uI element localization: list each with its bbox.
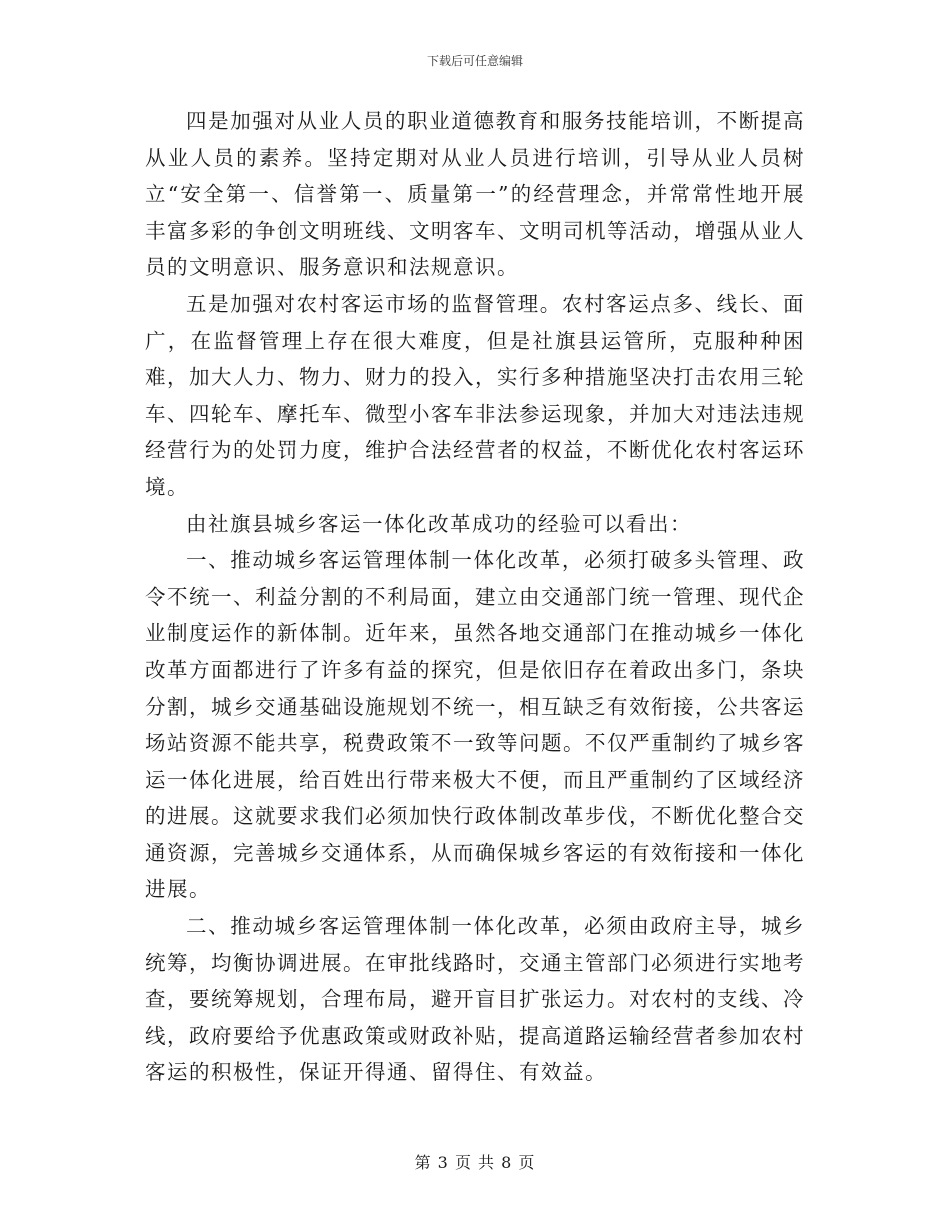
paragraph-experience-intro: 由社旗县城乡客运一体化改革成功的经验可以看出： [186,511,692,536]
paragraph-lesson-2: 二、推动城乡客运管理体制一体化改革，必须由政府主导，城乡统筹，均衡协调进展。在审批线路时，交通主管部门必须进行实地考查，要统筹规划，合理布局，避开盲目扩张运力。对农村的支线、冷线，政府要给予优惠政策或财政补贴，提高道路运输经营者参加农村客运的积极性，保证开得通、留得住、有效益。 [145,914,805,1085]
page-number-footer: 第 3 页 共 8 页 [414,1153,536,1172]
paragraph-4-ethics-training: 四是加强对从业人员的职业道德教育和服务技能培训，不断提高从业人员的素养。坚持定期对从业人员进行培训，引导从业人员树立“安全第一、信誉第一、质量第一”的经营理念，并常常性地开展丰富多彩的争创文明班线、文明客车、文明司机等活动，增强从业人员的文明意识、服务意识和法规意识。 [145,109,805,280]
paragraph-lesson-1: 一、推动城乡客运管理体制一体化改革，必须打破多头管理、政令不统一、利益分割的不利局面，建立由交通部门统一管理、现代企业制度运作的新体制。近年来，虽然各地交通部门在推动城乡一体化改革方面都进行了许多有益的探究，但是依旧存在着政出多门，条块分割，城乡交通基础设施规划不统一，相互缺乏有效衔接，公共客运场站资源不能共享，税费政策不一致等问题。不仅严重制约了城乡客运一体化进展，给百姓出行带来极大不便，而且严重制约了区域经济的进展。这就要求我们必须加快行政体制改革步伐，不断优化整合交通资源，完善城乡交通体系，从而确保城乡客运的有效衔接和一体化进展。 [145,548,805,902]
page-header: 下载后可任意编辑 [426,54,523,68]
paragraph-5-market-supervision: 五是加强对农村客运市场的监督管理。农村客运点多、线长、面广，在监督管理上存在很大难度，但是社旗县运管所，克服种种困难，加大人力、物力、财力的投入，实行多种措施坚决打击农用三轮车、四轮车、摩托车、微型小客车非法参运现象，并加大对违法违规经营行为的处罚力度，维护合法经营者的权益，不断优化农村客运环境。 [145,291,805,499]
document-body [145,103,805,1091]
